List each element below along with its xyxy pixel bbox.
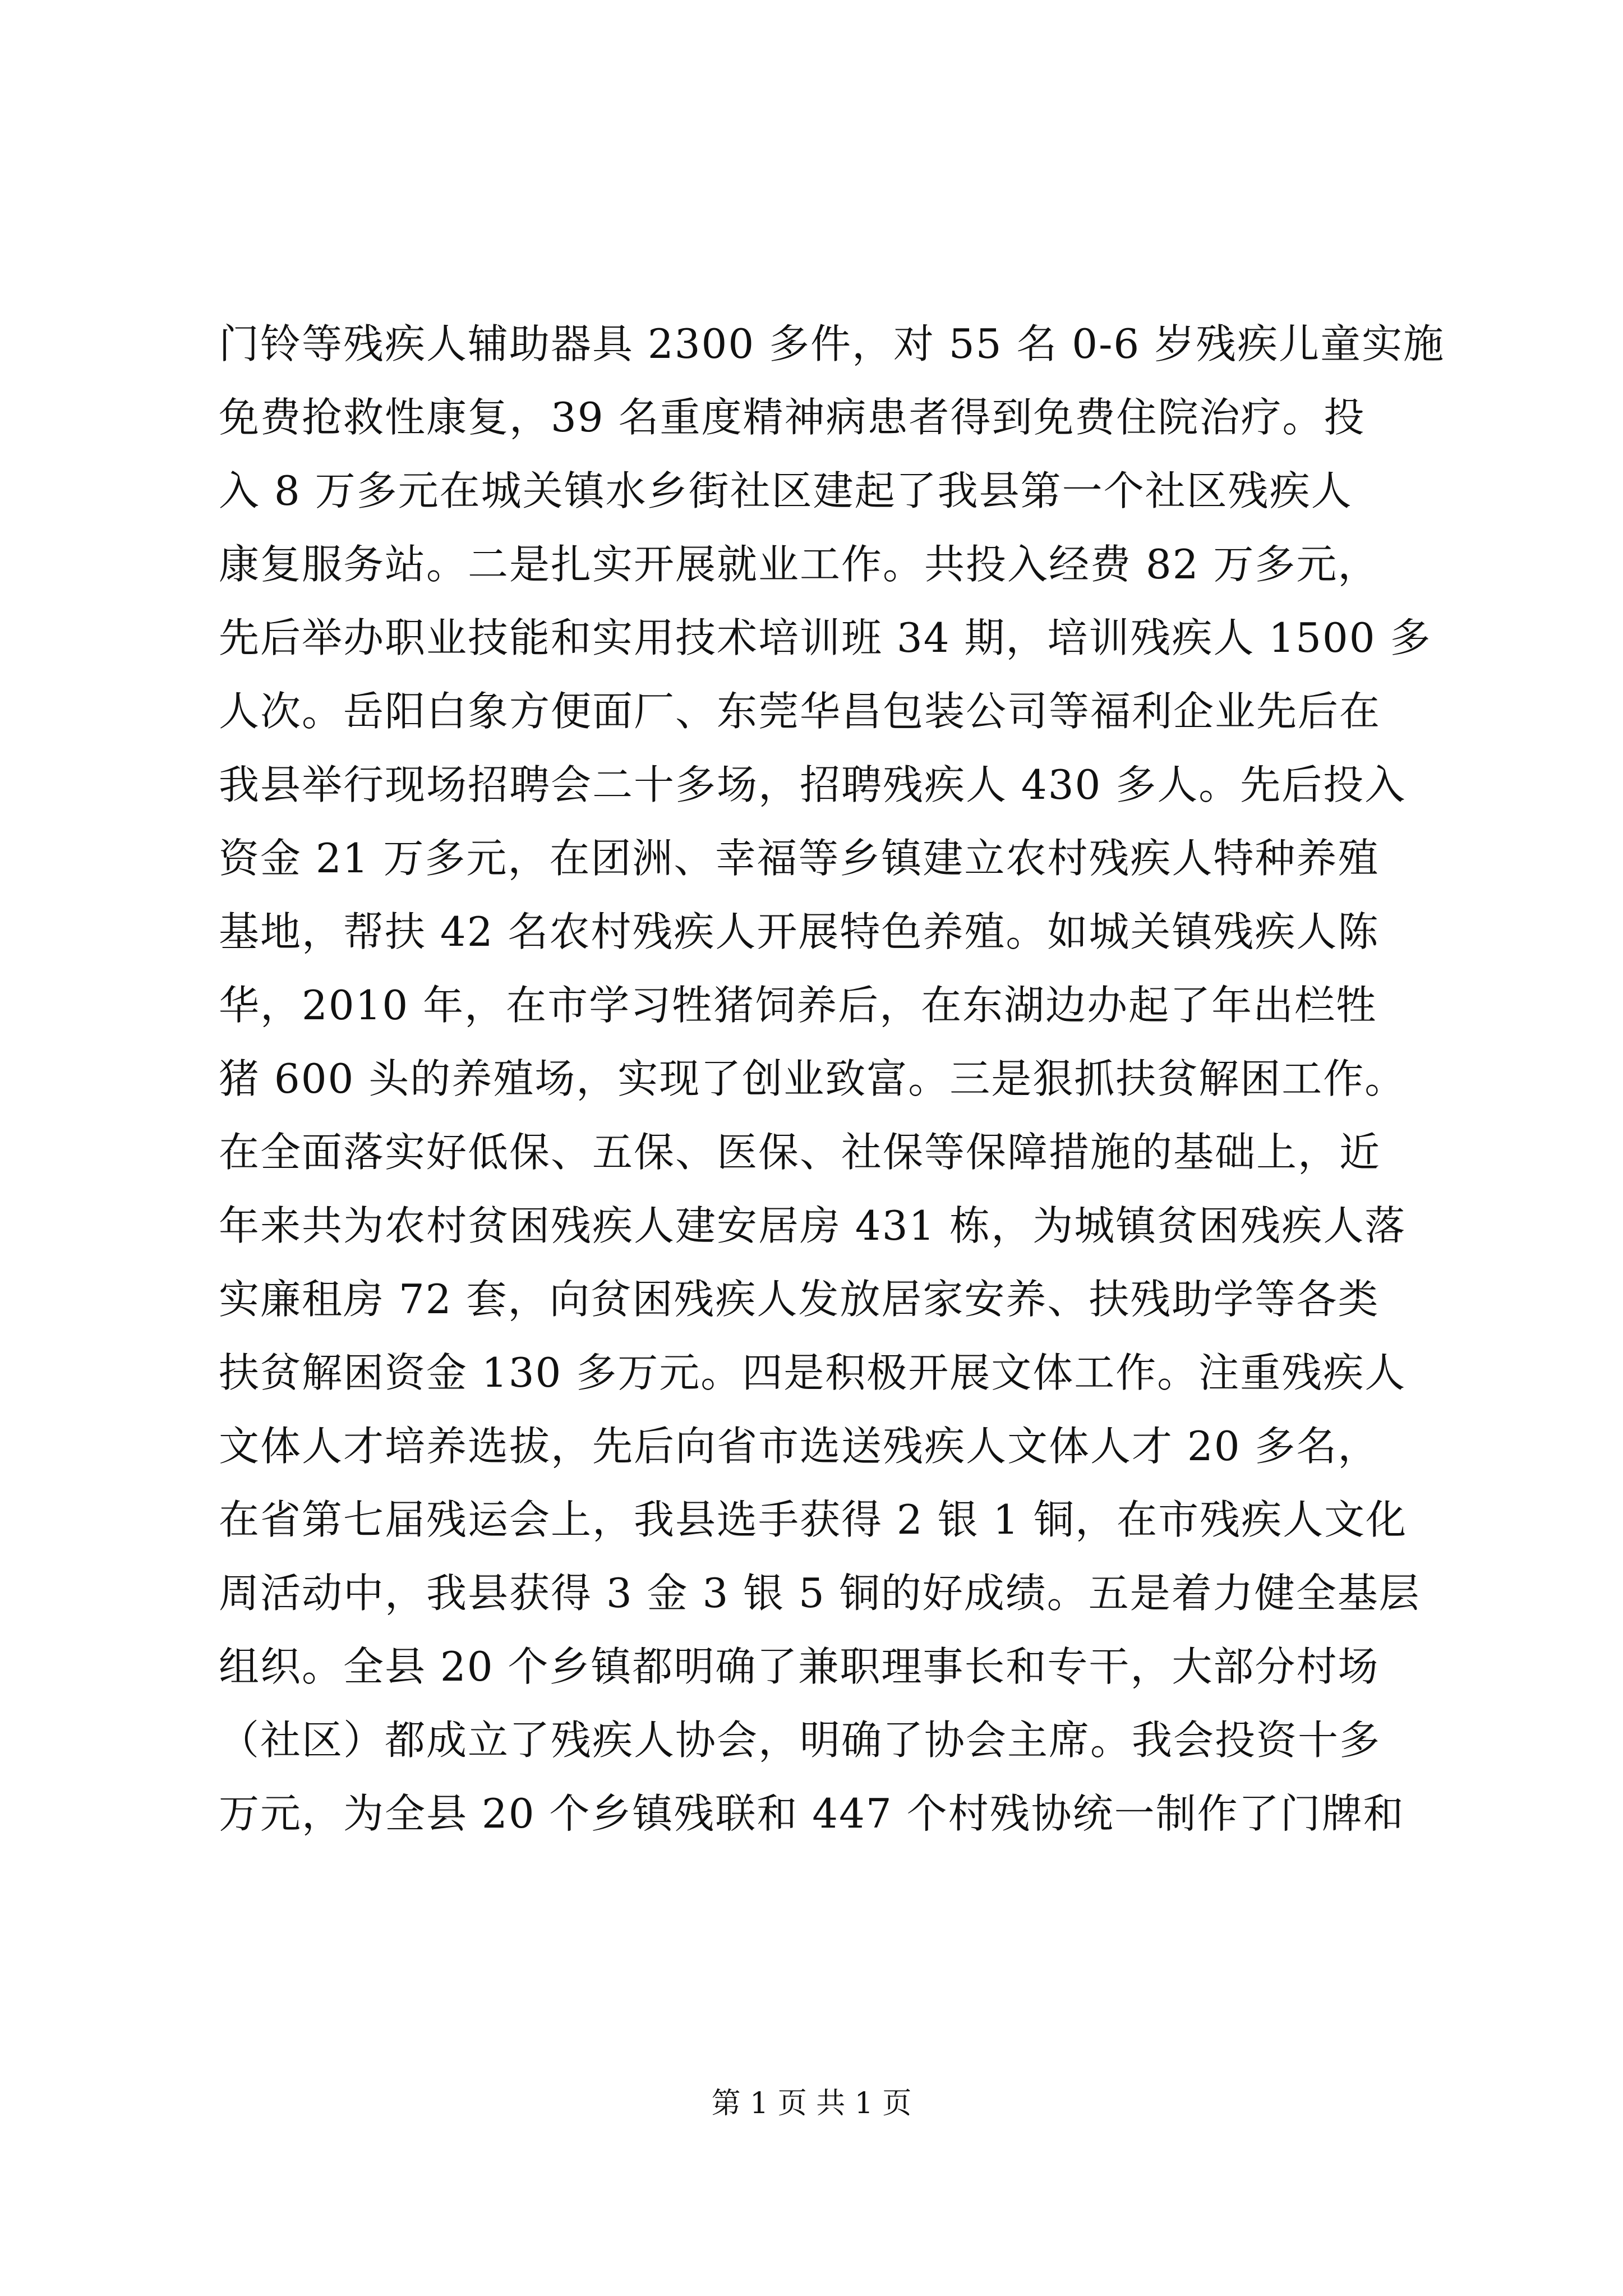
text-line: 康复服务站。二是扎实开展就业工作。共投入经费 82 万多元， bbox=[219, 541, 1380, 588]
text-line: 免费抢救性康复，39 名重度精神病患者得到免费住院治疗。投 bbox=[219, 394, 1366, 441]
text-line: 扶贫解困资金 130 多万元。四是积极开展文体工作。注重残疾人 bbox=[219, 1349, 1407, 1396]
text-line: 组织。全县 20 个乡镇都明确了兼职理事长和专干，大部分村场 bbox=[219, 1643, 1380, 1690]
text-line: 华，2010 年，在市学习牲猪饲养后，在东湖边办起了年出栏牲 bbox=[219, 982, 1378, 1029]
text-line: 周活动中，我县获得 3 金 3 银 5 铜的好成绩。五是着力健全基层 bbox=[219, 1570, 1421, 1617]
text-line: 人次。岳阳白象方便面厂、东莞华昌包装公司等福利企业先后在 bbox=[219, 688, 1381, 735]
text-line: 在省第七届残运会上，我县选手获得 2 银 1 铜，在市残疾人文化 bbox=[219, 1496, 1408, 1543]
text-line: 年来共为农村贫困残疾人建安居房 431 栋，为城镇贫困残疾人落 bbox=[219, 1202, 1407, 1249]
text-line: 文体人才培养选拔，先后向省市选送残疾人文体人才 20 多名， bbox=[219, 1423, 1380, 1470]
page-number-footer: 第 1 页 共 1 页 bbox=[711, 2087, 912, 2120]
text-line: 门铃等残疾人辅助器具 2300 多件，对 55 名 0-6 岁残疾儿童实施 bbox=[219, 320, 1445, 367]
text-line: 资金 21 万多元，在团洲、幸福等乡镇建立农村残疾人特种养殖 bbox=[219, 835, 1380, 882]
text-line: 我县举行现场招聘会二十多场，招聘残疾人 430 多人。先后投入 bbox=[219, 761, 1407, 808]
text-line: 基地，帮扶 42 名农村残疾人开展特色养殖。如城关镇残疾人陈 bbox=[219, 908, 1380, 955]
text-line: 猪 600 头的养殖场，实现了创业致富。三是狠抓扶贫解困工作。 bbox=[219, 1055, 1407, 1102]
body-text bbox=[219, 307, 1445, 1851]
text-line: 入 8 万多元在城关镇水乡街社区建起了我县第一个社区残疾人 bbox=[219, 467, 1353, 514]
text-line: 先后举办职业技能和实用技术培训班 34 期，培训残疾人 1500 多 bbox=[219, 614, 1432, 661]
text-line: 万元，为全县 20 个乡镇残联和 447 个村残协统一制作了门牌和 bbox=[219, 1790, 1405, 1837]
text-line: （社区）都成立了残疾人协会，明确了协会主席。我会投资十多 bbox=[219, 1717, 1381, 1764]
text-line: 在全面落实好低保、五保、医保、社保等保障措施的基础上，近 bbox=[219, 1129, 1381, 1176]
text-line: 实廉租房 72 套，向贫困残疾人发放居家安养、扶残助学等各类 bbox=[219, 1276, 1380, 1323]
